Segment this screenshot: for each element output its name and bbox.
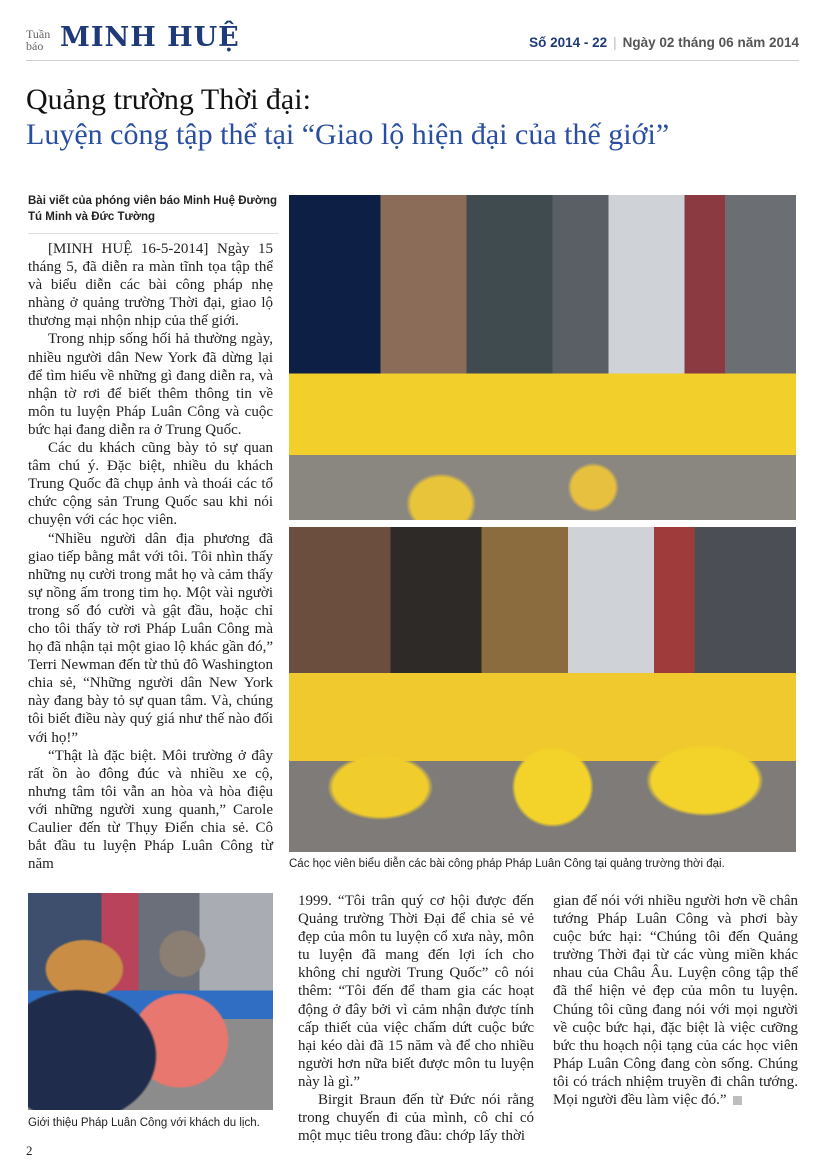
article-column-3 — [553, 892, 798, 1109]
article-byline: Bài viết của phóng viên báo Minh Huệ Đường Tú Minh và Đức Tường — [28, 193, 278, 234]
paragraph-text: gian để nói với nhiều người hơn về chân tướng Pháp Luân Công và phơi bày cuộc bức hại: “Chúng tôi đến Quảng trường Thời đại từ các vùng miền khác nhau của Châu Âu. Luyện công tập thể đã thể hiện vẻ đẹp của môn tu luyện. Chúng tôi cũng đang nói với mọi người về cuộc bức hại, đặc biệt là việc cưỡng bức thu hoạch nội tạng của các học viên Pháp Luân Công đang còn sống. Chúng tôi có trách nhiệm truyền đi chân tướng. Mọi người đều làm việc đó.” — [553, 893, 798, 1109]
page-number: 2 — [26, 1143, 33, 1158]
masthead — [26, 20, 799, 61]
issue-date: Ngày 02 tháng 06 năm 2014 — [622, 35, 799, 50]
paragraph: “Thật là đặc biệt. Môi trường ở đây rất ồn ào đông đúc và nhiều xe cộ, nhưng tâm tôi vẫn an hòa và hòa điệu với những người xung quanh,” Carole Caulier đến từ Thụy Điển chia sẻ. Cô bắt đầu tu luyện Pháp Luân Công từ năm — [28, 747, 273, 873]
article-column-2 — [298, 892, 534, 1145]
end-of-article-square-icon — [733, 1096, 742, 1105]
paragraph: Các du khách cũng bày tỏ sự quan tâm chú ý. Đặc biệt, nhiều du khách Trung Quốc đã chụp ảnh và thoái các tổ chức cộng sản Trung Quốc sau khi nói chuyện với các học viên. — [28, 440, 273, 529]
photo-caption-small: Giới thiệu Pháp Luân Công với khách du lịch. — [28, 1117, 260, 1129]
photo-caption-main: Các học viên biểu diễn các bài công pháp Pháp Luân Công tại quảng trường thời đại. — [289, 858, 725, 870]
paragraph: [MINH HUỆ 16-5-2014] Ngày 15 tháng 5, đã diễn ra màn tĩnh tọa tập thể và biểu diễn các bài công pháp nhẹ nhàng ở quảng trường Thời đại, giao lộ thương mại nhộn nhịp của thế giới. — [28, 241, 273, 330]
masthead-prefix-line1: Tuần — [26, 27, 51, 41]
issue-separator: | — [613, 35, 617, 50]
paragraph: Birgit Braun đến từ Đức nói rằng trong chuyến đi của mình, cô chỉ có một mục tiêu trong đầu: chớp lấy thời — [298, 1092, 534, 1145]
photo-group-meditation-sitting — [289, 527, 796, 852]
photo-introducing-tourists — [28, 893, 273, 1110]
masthead-prefix-line2: báo — [26, 39, 44, 53]
photo-group-exercise-standing — [289, 195, 796, 520]
paragraph: Trong nhịp sống hối hả thường ngày, nhiều người dân New York đã dừng lại để tìm hiểu về những gì đang diễn ra, và nhận tờ rơi để biết thêm thông tin về môn tu luyện Pháp Luân Công và cuộc bức hại đang diễn ra ở Trung Quốc. — [28, 331, 273, 438]
article-title-line1: Quảng trường Thời đại: — [26, 83, 311, 116]
paragraph: 1999. “Tôi trân quý cơ hội được đến Quảng trường Thời Đại để chia sẻ vẻ đẹp của môn tu luyện cổ xưa này, môn tu luyện đã mang đến lợi ích cho không chỉ người Trung Quốc” cô nói thêm: “Tôi đến để tham gia các hoạt động ở đây bởi vì cảm nhận được tính cấp thiết của việc chấm dứt cuộc bức hại kéo dài đã 15 năm và để cho nhiều người hơn nữa biết được môn tu luyện này là gì.” — [298, 893, 534, 1090]
newspaper-logo: MINH HUỆ — [60, 22, 240, 53]
paragraph — [553, 892, 798, 1109]
article-title-line2: Luyện công tập thể tại “Giao lộ hiện đại của thế giới” — [26, 118, 670, 151]
masthead-prefix — [26, 28, 50, 52]
issue-number: Số 2014 - 22 — [529, 35, 608, 50]
article-column-1 — [28, 240, 273, 873]
issue-info — [529, 35, 799, 50]
paragraph: “Nhiều người dân địa phương đã giao tiếp bằng mắt với tôi. Tôi nhìn thấy những nụ cười trong mắt họ và cảm thấy sự nồng ấm trong tim họ. Một vài người trong số đó cười và gật đầu, hoặc chỉ cho tôi thấy tờ rơi Pháp Luân Công mà họ đã nhận tại một giao lộ khác gần đó,” Terri Newman đến từ thủ đô Washington chia sẻ, “Những người dân New York này đang bày tỏ sự quan tâm. Và, chúng tôi biết điều này quý giá như thế nào đối với họ!” — [28, 530, 273, 746]
